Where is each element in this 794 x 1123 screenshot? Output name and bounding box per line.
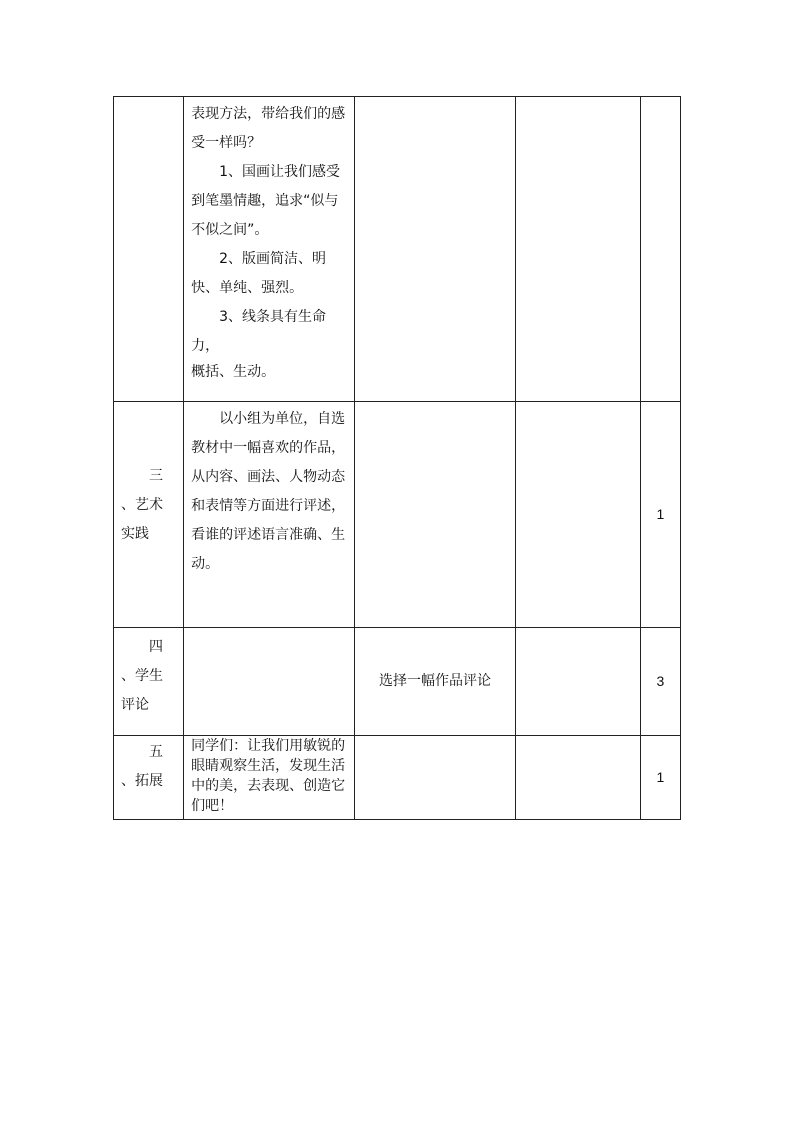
phase-cell — [114, 97, 184, 402]
notes-cell — [515, 97, 640, 402]
notes-cell — [515, 628, 640, 736]
time-value: 1 — [640, 402, 680, 628]
phase-cell — [114, 628, 184, 736]
notes-cell — [515, 402, 640, 628]
teacher-activity-cell — [184, 736, 355, 820]
table-row — [114, 97, 681, 402]
phase-title-line: 实践 — [121, 526, 149, 542]
teacher-text: 同学们：让我们用敏锐的眼睛观察生活，发现生活中的美，去表现、创造它们吧！ — [191, 738, 346, 814]
table-row — [114, 736, 681, 820]
table-row — [114, 402, 681, 628]
time-value: 1 — [640, 736, 680, 820]
teacher-activity-cell — [184, 628, 355, 736]
student-activity-cell — [355, 97, 515, 402]
teacher-text: 以小组为单位，自选教材中一幅喜欢的作品，从内容、画法、人物动态和表情等方面进行评述，看谁的评述语言准确、生动。 — [191, 411, 346, 572]
phase-cell — [114, 736, 184, 820]
lesson-plan-table — [113, 96, 681, 820]
phase-number: 四 — [149, 639, 163, 655]
phase-cell — [114, 402, 184, 628]
teacher-activity-cell — [184, 402, 355, 628]
time-cell — [640, 97, 680, 402]
phase-title-line: 、艺术 — [121, 497, 163, 513]
phase-number: 三 — [149, 468, 163, 484]
teacher-activity-cell — [184, 97, 355, 402]
teacher-line: 概括、生动。 — [191, 364, 276, 380]
teacher-line: 2、版画简洁、明快、单纯、强烈。 — [191, 251, 327, 296]
phase-title-line: 、拓展 — [121, 773, 163, 789]
notes-cell — [515, 736, 640, 820]
teacher-line: 1、国画让我们感受到笔墨情趣，追求“似与不似之间”。 — [191, 164, 341, 238]
student-activity-cell — [355, 736, 515, 820]
student-activity-text: 选择一幅作品评论 — [355, 628, 515, 736]
phase-title-line: 、学生 — [121, 668, 163, 684]
teacher-line: 表现方法，带给我们的感受一样吗？ — [191, 106, 346, 151]
phase-number: 五 — [149, 744, 163, 760]
table-row — [114, 628, 681, 736]
student-activity-cell — [355, 402, 515, 628]
phase-title-line: 评论 — [121, 697, 149, 713]
teacher-line: 3、线条具有生命力， — [191, 309, 327, 354]
time-value: 3 — [640, 628, 680, 736]
